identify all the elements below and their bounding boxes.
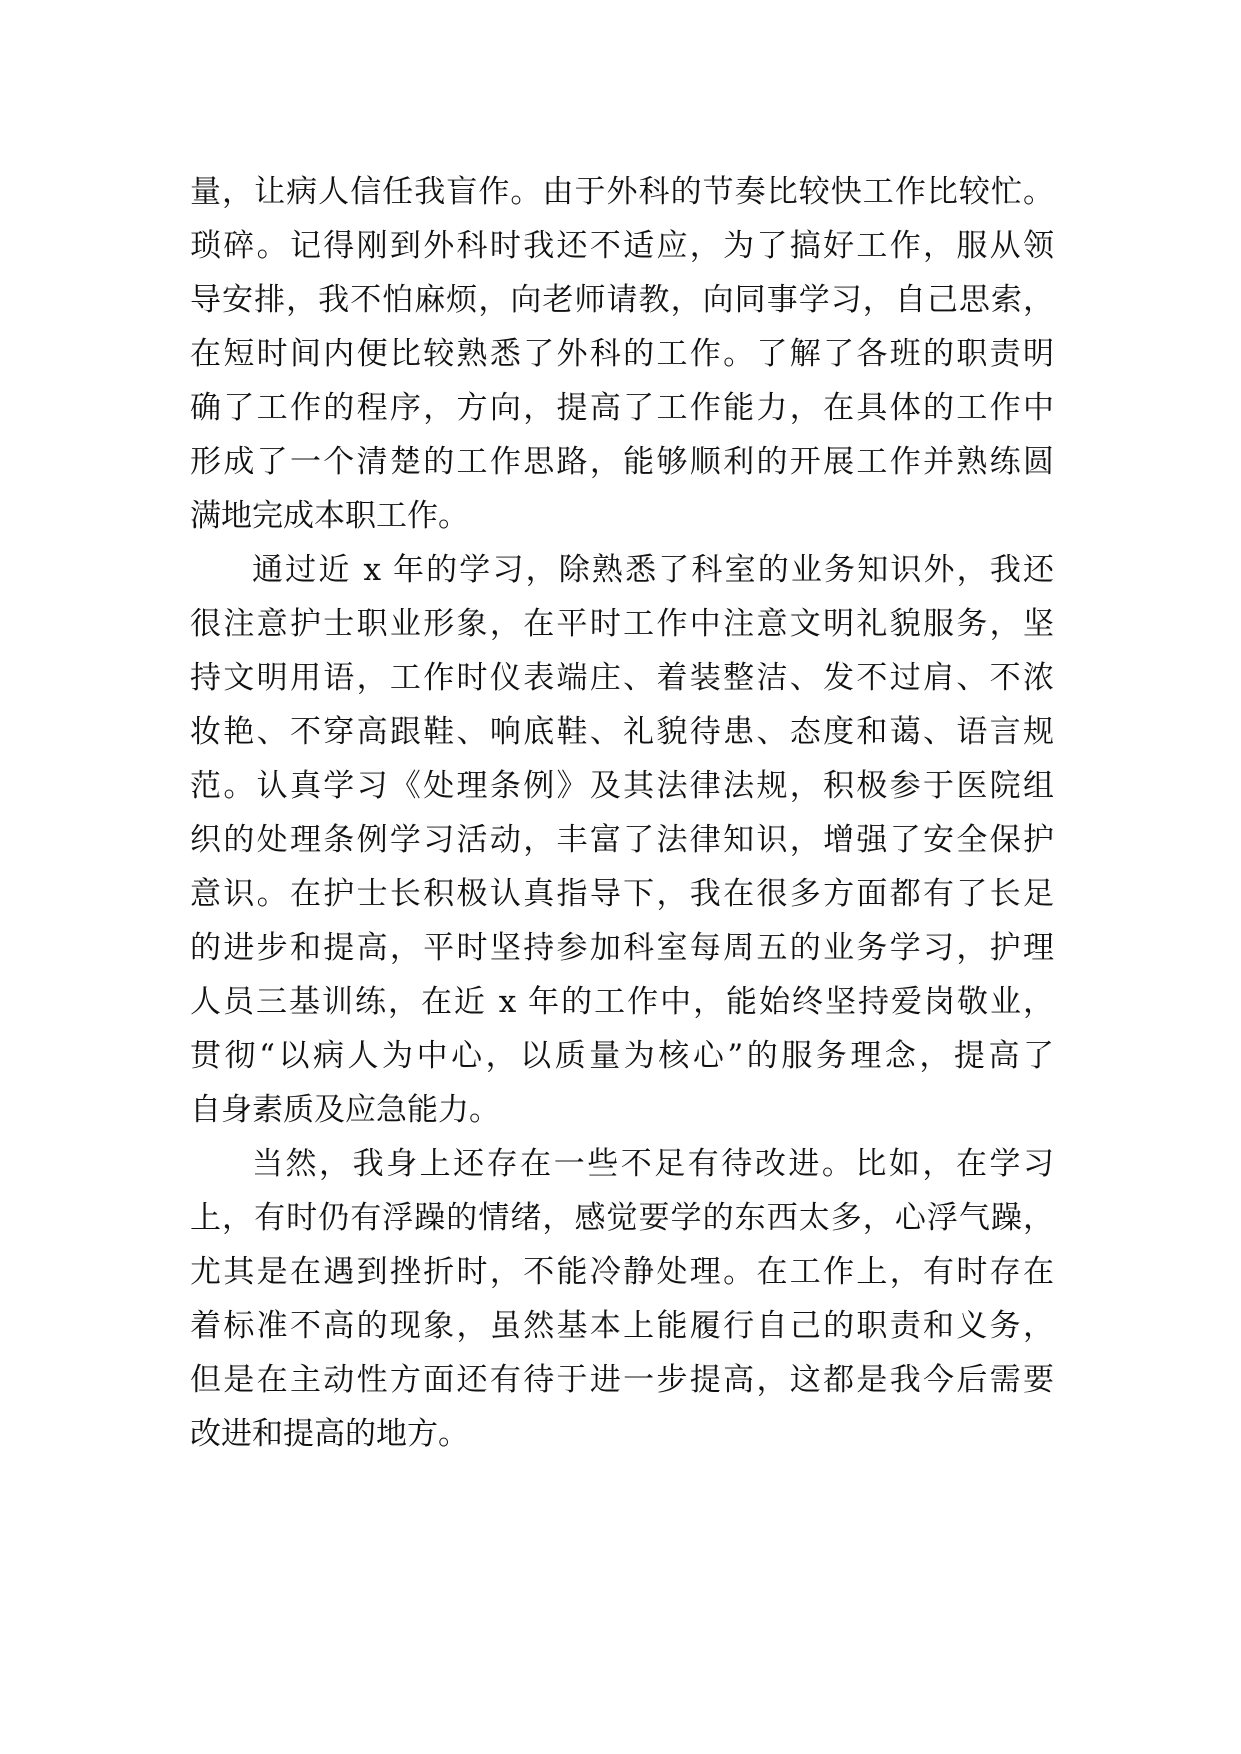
text-line: 妆艳、不穿高跟鞋、响底鞋、礼貌待患、态度和蔼、语言规 xyxy=(190,714,1054,750)
paragraph-3 xyxy=(190,1137,1054,1461)
text-line: 尤其是在遇到挫折时，不能冷静处理。在工作上，有时存在 xyxy=(190,1254,1054,1290)
text-line: 确了工作的程序，方向，提高了工作能力，在具体的工作中 xyxy=(190,390,1054,426)
text-line: 量，让病人信任我盲作。由于外科的节奏比较快工作比较忙。 xyxy=(190,174,1054,210)
text-line: 意识。在护士长积极认真指导下，我在很多方面都有了长足 xyxy=(190,876,1054,912)
text-line: 满地完成本职工作。 xyxy=(190,498,469,534)
text-line: 持文明用语，工作时仪表端庄、着装整洁、发不过肩、不浓 xyxy=(190,660,1054,696)
text-line: 很注意护士职业形象，在平时工作中注意文明礼貌服务，坚 xyxy=(190,606,1054,642)
text-line: 贯彻“以病人为中心，以质量为核心”的服务理念，提高了 xyxy=(190,1038,1054,1074)
text-line: 在短时间内便比较熟悉了外科的工作。了解了各班的职责明 xyxy=(190,336,1054,372)
text-line: 导安排，我不怕麻烦，向老师请教，向同事学习，自己思索， xyxy=(190,282,1054,318)
text-line: 改进和提高的地方。 xyxy=(190,1416,469,1452)
text-line: 自身素质及应急能力。 xyxy=(190,1092,500,1128)
paragraph-1 xyxy=(190,165,1054,543)
text-line: 着标准不高的现象，虽然基本上能履行自己的职责和义务， xyxy=(190,1308,1054,1344)
text-line: 当然，我身上还存在一些不足有待改进。比如，在学习 xyxy=(252,1146,1054,1182)
paragraph-2 xyxy=(190,543,1054,1137)
text-line: 织的处理条例学习活动，丰富了法律知识，增强了安全保护 xyxy=(190,822,1054,858)
text-line: 范。认真学习《处理条例》及其法律法规，积极参于医院组 xyxy=(190,768,1054,804)
text-line: 的进步和提高，平时坚持参加科室每周五的业务学习，护理 xyxy=(190,930,1054,966)
text-line: 通过近 x 年的学习，除熟悉了科室的业务知识外，我还 xyxy=(252,552,1054,588)
text-line: 人员三基训练，在近 x 年的工作中，能始终坚持爱岗敬业， xyxy=(190,984,1054,1020)
text-line: 但是在主动性方面还有待于进一步提高，这都是我今后需要 xyxy=(190,1362,1054,1398)
text-line: 琐碎。记得刚到外科时我还不适应，为了搞好工作，服从领 xyxy=(190,228,1054,264)
text-line: 上，有时仍有浮躁的情绪，感觉要学的东西太多，心浮气躁， xyxy=(190,1200,1054,1236)
document-body xyxy=(190,165,1054,1461)
text-line: 形成了一个清楚的工作思路，能够顺利的开展工作并熟练圆 xyxy=(190,444,1054,480)
